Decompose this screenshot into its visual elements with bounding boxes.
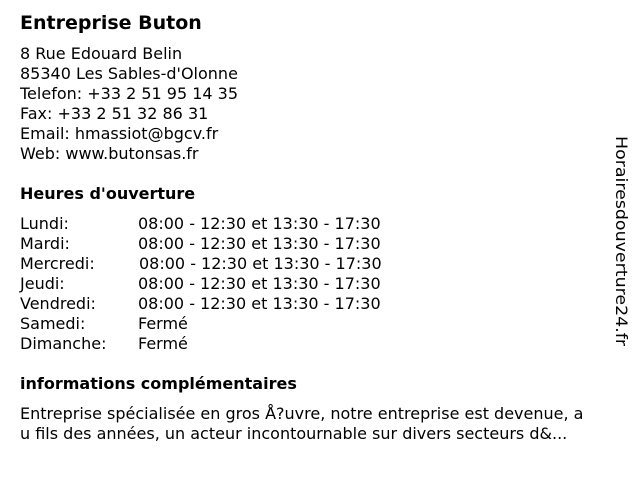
watermark-svg — [611, 136, 635, 346]
fax-number: Fax: +33 2 51 32 86 31 — [20, 104, 209, 123]
phone-number: Telefon: +33 2 51 95 14 35 — [20, 84, 239, 103]
time-value: 08:00 - 12:30 et 13:30 - 17:30 — [138, 294, 381, 313]
time-value: Fermé — [138, 334, 188, 353]
day-label: Vendredi: — [20, 294, 96, 313]
address-city: 85340 Les Sables-d'Olonne — [20, 64, 238, 83]
time-value: 08:00 - 12:30 et 13:30 - 17:30 — [138, 234, 381, 253]
day-label: Lundi: — [20, 214, 69, 233]
day-label: Mercredi: — [20, 254, 95, 273]
website: Web: www.butonsas.fr — [20, 144, 199, 163]
time-value: 08:00 - 12:30 et 13:30 - 17:30 — [138, 214, 381, 233]
watermark-text: Horairesdouverture24.fr — [612, 136, 631, 330]
info-line: u fils des années, un acteur incontournable sur divers secteurs d&... — [20, 424, 568, 443]
day-label: Jeudi: — [20, 274, 65, 293]
hours-heading: Heures d'ouverture — [20, 184, 196, 203]
company-address-block — [20, 44, 238, 164]
time-value: 08:00 - 12:30 et 13:30 - 17:30 — [138, 274, 381, 293]
watermark — [611, 136, 635, 346]
email-address: Email: hmassiot@bgcv.fr — [20, 124, 219, 143]
address-street: 8 Rue Edouard Belin — [20, 44, 183, 63]
page-title: Entreprise Buton — [20, 12, 202, 34]
time-value: 08:00 - 12:30 et 13:30 - 17:30 — [139, 254, 382, 273]
day-label: Mardi: — [20, 234, 70, 253]
info-heading: informations complémentaires — [20, 374, 297, 393]
info-line: Entreprise spécialisée en gros Å?uvre, notre entreprise est devenue, a — [20, 404, 584, 423]
time-value: Fermé — [138, 314, 188, 333]
day-label: Samedi: — [20, 314, 86, 333]
info-description — [20, 404, 632, 444]
day-label: Dimanche: — [20, 334, 107, 353]
